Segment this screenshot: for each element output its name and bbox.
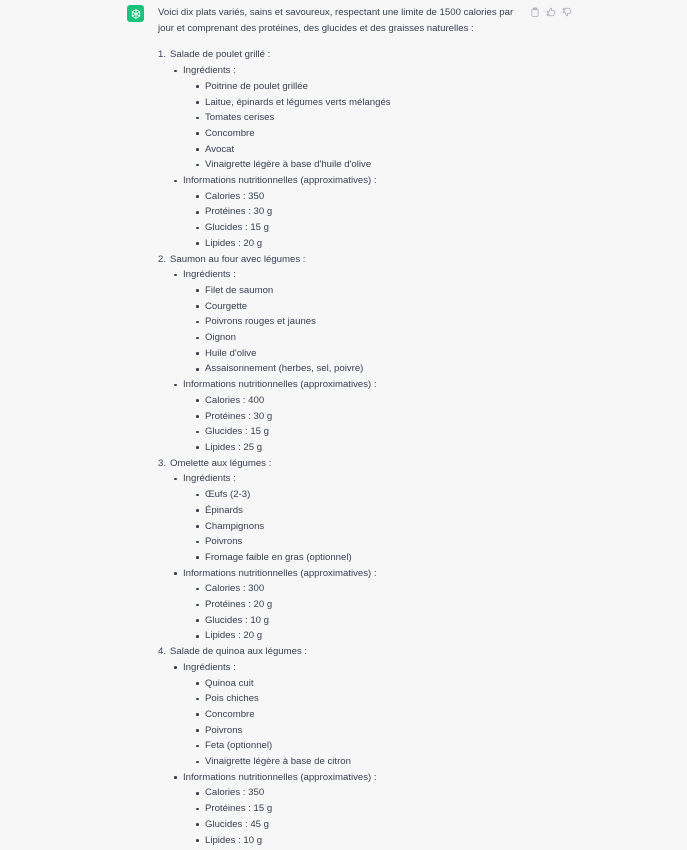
thumbs-down-icon bbox=[562, 7, 572, 17]
ingredient-item: Laitue, épinards et légumes verts mélangés bbox=[195, 95, 528, 111]
dish-sections bbox=[158, 267, 528, 455]
dish-heading bbox=[158, 252, 528, 268]
dish-title: Salade de quinoa aux légumes : bbox=[170, 646, 308, 658]
dish-heading bbox=[158, 644, 528, 660]
nutrition-item: Glucides : 45 g bbox=[195, 817, 528, 833]
ingredients-list bbox=[183, 79, 528, 173]
nutrition-label: Informations nutritionnelles (approximatives) : bbox=[183, 175, 377, 187]
ingredient-item: Champignons bbox=[195, 519, 528, 535]
clipboard-icon bbox=[530, 7, 540, 17]
ingredients-label: Ingrédients : bbox=[183, 269, 236, 281]
assistant-avatar bbox=[127, 5, 144, 22]
nutrition-section bbox=[173, 377, 528, 456]
nutrition-item: Lipides : 10 g bbox=[195, 833, 528, 849]
ingredient-item: Assaisonnement (herbes, sel, poivre) bbox=[195, 361, 528, 377]
nutrition-item: Protéines : 20 g bbox=[195, 597, 528, 613]
copy-button[interactable] bbox=[529, 6, 540, 17]
nutrition-label: Informations nutritionnelles (approximatives) : bbox=[183, 771, 377, 783]
ingredient-item: Poivrons bbox=[195, 723, 528, 739]
ingredients-label: Ingrédients : bbox=[183, 661, 236, 673]
dish-sections bbox=[158, 660, 528, 848]
dish-title: Omelette aux légumes : bbox=[170, 457, 272, 469]
ingredients-section bbox=[173, 63, 528, 173]
ingredients-section bbox=[173, 267, 528, 377]
ingredient-item: Poitrine de poulet grillée bbox=[195, 79, 528, 95]
ingredients-list bbox=[183, 487, 528, 566]
ingredient-item: Vinaigrette légère à base d'huile d'olive bbox=[195, 157, 528, 173]
ingredient-item: Courgette bbox=[195, 299, 528, 315]
intro-text: Voici dix plats variés, sains et savoureux, respectant une limite de 1500 calories par jour et comprenant des protéines, des glucides et des graisses naturelles : bbox=[158, 7, 514, 34]
nutrition-item: Lipides : 20 g bbox=[195, 236, 528, 252]
dish-title: Saumon au four avec légumes : bbox=[170, 253, 306, 265]
ingredients-section bbox=[173, 660, 528, 770]
message-content bbox=[158, 5, 528, 848]
dish-list bbox=[158, 47, 528, 848]
nutrition-list bbox=[183, 785, 528, 848]
nutrition-section bbox=[173, 173, 528, 252]
ingredient-item: Vinaigrette légère à base de citron bbox=[195, 754, 528, 770]
dish-item bbox=[158, 644, 528, 848]
ingredient-item: Concombre bbox=[195, 126, 528, 142]
ingredients-list bbox=[183, 283, 528, 377]
openai-logo-icon bbox=[130, 8, 142, 20]
ingredient-item: Poivrons rouges et jaunes bbox=[195, 314, 528, 330]
dish-number: 3. bbox=[158, 457, 167, 469]
nutrition-label: Informations nutritionnelles (approximatives) : bbox=[183, 379, 377, 391]
nutrition-list bbox=[183, 393, 528, 456]
ingredient-item: Fromage faible en gras (optionnel) bbox=[195, 550, 528, 566]
ingredient-item: Concombre bbox=[195, 707, 528, 723]
thumbs-down-button[interactable] bbox=[561, 6, 572, 17]
thumbs-up-icon bbox=[546, 7, 556, 17]
dish-item bbox=[158, 252, 528, 456]
nutrition-item: Protéines : 15 g bbox=[195, 801, 528, 817]
nutrition-item: Glucides : 15 g bbox=[195, 424, 528, 440]
ingredient-item: Poivrons bbox=[195, 534, 528, 550]
nutrition-item: Calories : 350 bbox=[195, 189, 528, 205]
message-actions bbox=[529, 6, 572, 17]
ingredient-item: Huile d'olive bbox=[195, 346, 528, 362]
dish-sections bbox=[158, 471, 528, 644]
nutrition-item: Protéines : 30 g bbox=[195, 204, 528, 220]
ingredient-item: Tomates cerises bbox=[195, 110, 528, 126]
dish-number: 1. bbox=[158, 49, 167, 61]
ingredients-section bbox=[173, 471, 528, 565]
nutrition-section bbox=[173, 566, 528, 645]
dish-title: Salade de poulet grillé : bbox=[170, 49, 271, 61]
nutrition-list bbox=[183, 189, 528, 252]
nutrition-item: Calories : 350 bbox=[195, 785, 528, 801]
ingredients-list bbox=[183, 676, 528, 770]
ingredient-item: Œufs (2-3) bbox=[195, 487, 528, 503]
nutrition-item: Protéines : 30 g bbox=[195, 409, 528, 425]
ingredient-item: Pois chiches bbox=[195, 691, 528, 707]
ingredient-item: Quinoa cuit bbox=[195, 676, 528, 692]
dish-sections bbox=[158, 63, 528, 251]
thumbs-up-button[interactable] bbox=[545, 6, 556, 17]
ingredient-item: Épinards bbox=[195, 503, 528, 519]
nutrition-item: Glucides : 10 g bbox=[195, 613, 528, 629]
nutrition-label: Informations nutritionnelles (approximatives) : bbox=[183, 567, 377, 579]
ingredient-item: Feta (optionnel) bbox=[195, 738, 528, 754]
nutrition-item: Lipides : 20 g bbox=[195, 628, 528, 644]
nutrition-item: Calories : 400 bbox=[195, 393, 528, 409]
dish-item bbox=[158, 456, 528, 644]
nutrition-section bbox=[173, 770, 528, 849]
nutrition-item: Glucides : 15 g bbox=[195, 220, 528, 236]
nutrition-list bbox=[183, 581, 528, 644]
dish-item bbox=[158, 47, 528, 251]
nutrition-item: Lipides : 25 g bbox=[195, 440, 528, 456]
dish-heading bbox=[158, 456, 528, 472]
ingredient-item: Filet de saumon bbox=[195, 283, 528, 299]
ingredients-label: Ingrédients : bbox=[183, 65, 236, 77]
nutrition-item: Calories : 300 bbox=[195, 581, 528, 597]
dish-number: 4. bbox=[158, 646, 167, 658]
ingredients-label: Ingrédients : bbox=[183, 473, 236, 485]
ingredient-item: Avocat bbox=[195, 142, 528, 158]
dish-number: 2. bbox=[158, 253, 167, 265]
dish-heading bbox=[158, 47, 528, 63]
ingredient-item: Oignon bbox=[195, 330, 528, 346]
